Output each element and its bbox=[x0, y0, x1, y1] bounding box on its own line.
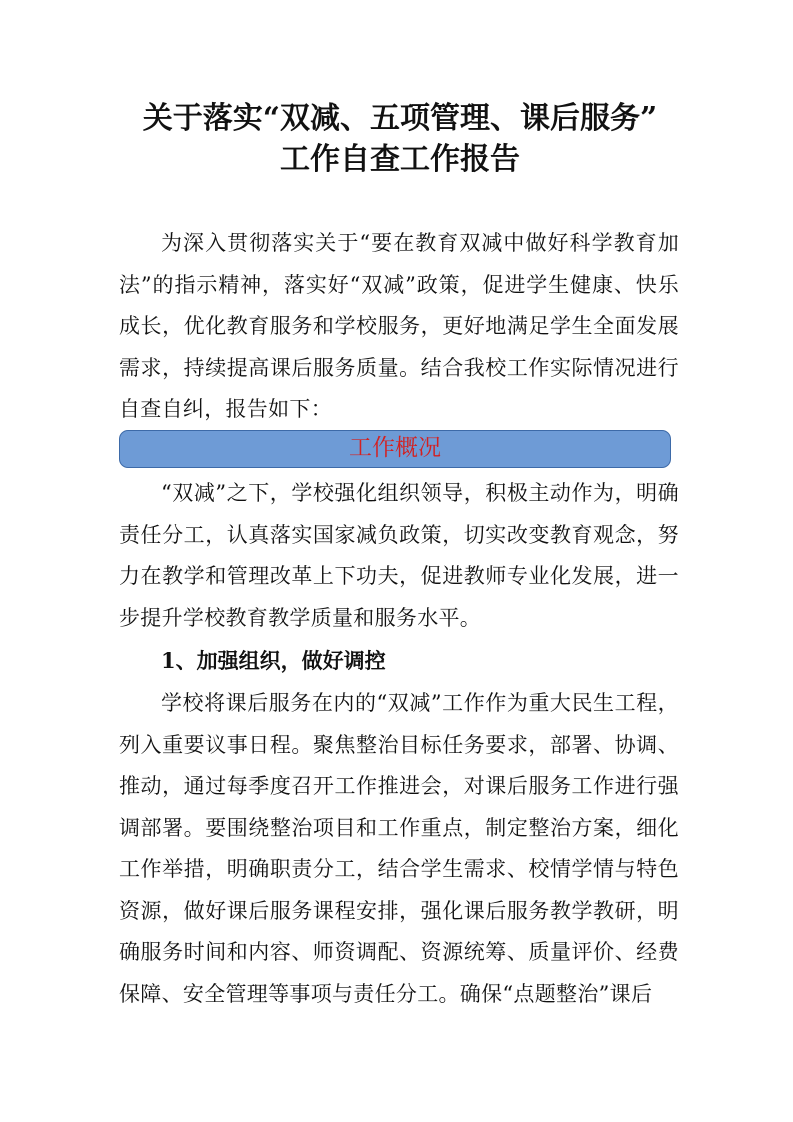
subheading-organization: 1、加强组织，做好调控 bbox=[161, 648, 386, 673]
section-banner-overview: 工作概况 bbox=[119, 430, 671, 468]
report-title-line-1: 关于落实“双减、五项管理、课后服务” bbox=[142, 101, 658, 136]
overview-paragraph: “双减”之下，学校强化组织领导，积极主动作为，明确责任分工，认真落实国家减负政策，切实改变教育观念，努力在教学和管理改革上下功夫，促进教师专业化发展，进一步提升学校教育教学质量和服务水平。 bbox=[119, 481, 679, 630]
intro-paragraph: 为深入贯彻落实关于“要在教育双减中做好科学教育加法”的指示精神，落实好“双减”政策，促进学生健康、快乐成长，优化教育服务和学校服务，更好地满足学生全面发展需求，持续提高课后服务质量。结合我校工作实际情况进行自查自纠，报告如下： bbox=[119, 231, 679, 421]
section1-paragraph: 学校将课后服务在内的“双减”工作作为重大民生工程，列入重要议事日程。聚焦整治目标任务要求，部署、协调、推动，通过每季度召开工作推进会，对课后服务工作进行强调部署。要围绕整治项目和工作重点，制定整治方案，细化工作举措，明确职责分工，结合学生需求、校情学情与特色资源，做好课后服务课程安排，强化课后服务教学教研，明确服务时间和内容、师资调配、资源统筹、质量评价、经费保障、安全管理等事项与责任分工。确保“点题整治”课后 bbox=[119, 691, 679, 1006]
report-title-line-2: 工作自查工作报告 bbox=[280, 142, 520, 177]
